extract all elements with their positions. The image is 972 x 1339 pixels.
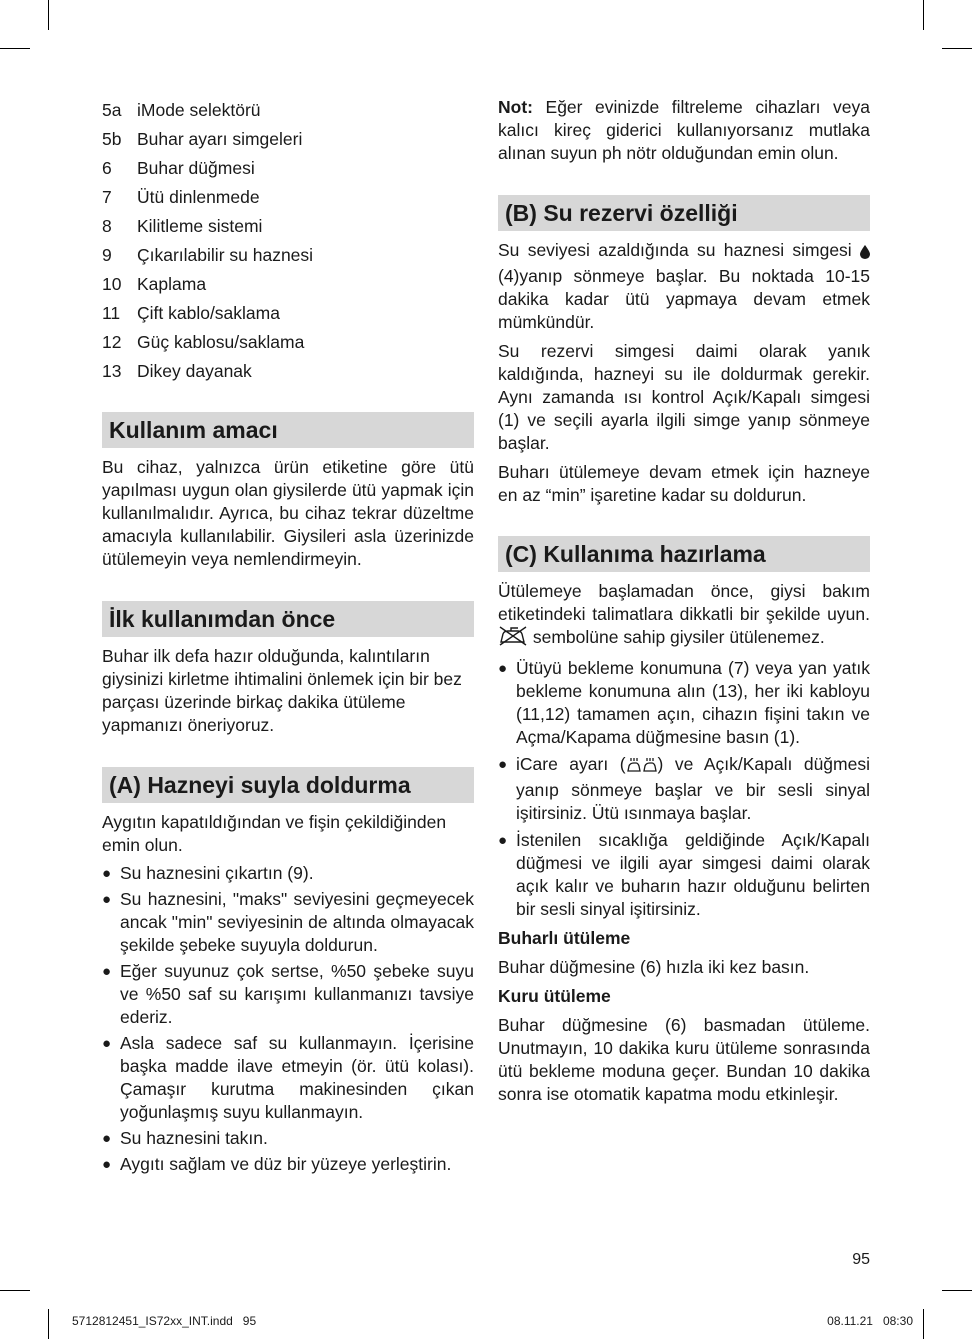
crop-mark bbox=[0, 1290, 30, 1291]
bullet-dot: ● bbox=[102, 1130, 112, 1147]
section-a-bullets bbox=[102, 862, 474, 1176]
parts-list-item bbox=[102, 357, 474, 386]
section-a-bullet-text: Eğer suyunuz çok sertse, %50 şebeke suyu ve %50 saf su karışımı kullanmanızı tavsiye ederiz. bbox=[120, 961, 474, 1027]
crop-mark bbox=[48, 1309, 49, 1339]
section-a-bullet bbox=[102, 862, 474, 885]
bullet-dot: ● bbox=[102, 891, 112, 908]
section-c-bullet-1: Ütüyü bekleme konumuna (7) veya yan yatık bekleme konumuna alın (13), her iki kabloyu (11,12) tamamen açın, cihazın fişini takın ve Açma/Kapama düğmesine basın (1). bbox=[516, 658, 870, 747]
parts-list-number: 9 bbox=[102, 245, 112, 265]
parts-list-item bbox=[102, 212, 474, 241]
buharli-utuleme-heading: Buharlı ütüleme bbox=[498, 928, 631, 948]
section-c-bullet-2-after: ) ve Açık/Kapalı düğmesi yanıp sönmeye başlar ve bir sesli sinyal işitirsiniz. Ütü ısınmaya başlar. bbox=[516, 754, 870, 823]
parts-list-label: Çift kablo/saklama bbox=[137, 303, 280, 323]
parts-list-label: Dikey dayanak bbox=[137, 361, 252, 381]
parts-list-number: 11 bbox=[102, 303, 121, 323]
crop-mark bbox=[923, 1309, 924, 1339]
section-b-p1-before: Su seviyesi azaldığında su haznesi simgesi bbox=[498, 240, 852, 260]
section-a-bullet-text: Aygıtı sağlam ve düz bir yüzeye yerleştirin. bbox=[120, 1154, 452, 1174]
parts-list-item bbox=[102, 96, 474, 125]
section-a-bullet bbox=[102, 888, 474, 957]
parts-list-label: Ütü dinlenmede bbox=[137, 187, 260, 207]
steam-icon bbox=[626, 756, 658, 779]
parts-list-item bbox=[102, 328, 474, 357]
section-b-p1 bbox=[498, 239, 870, 334]
section-b-p1-after: (4)yanıp sönmeye başlar. Bu noktada 10-15 dakika kadar ütü yapmaya devam etmek mümkündür. bbox=[498, 266, 870, 332]
section-c-intro-after: sembolüne sahip giysiler ütülenemez. bbox=[532, 627, 825, 647]
do-not-iron-icon bbox=[498, 626, 528, 652]
section-a-bullet bbox=[102, 960, 474, 1029]
parts-list-number: 6 bbox=[102, 158, 112, 178]
kullanim-amaci-text: Bu cihaz, yalnızca ürün etiketine göre ütü yapılması uygun olan giysilerde ütü yapmak için kullanılmalıdır. Ayrıca, bu cihaz tekrar düzeltme amacıyla kullanılabilir. Giysileri asla üzerinizde ütülemeyin veya nemlendirmeyin. bbox=[102, 457, 474, 569]
crop-mark bbox=[48, 0, 49, 30]
section-heading-ilk-kullanim: İlk kullanımdan önce bbox=[102, 601, 474, 637]
parts-list-label: Güç kablosu/saklama bbox=[137, 332, 305, 352]
crop-mark bbox=[942, 1290, 972, 1291]
section-a-bullet bbox=[102, 1032, 474, 1124]
ilk-kullanim-text: Buhar ilk defa hazır olduğunda, kalıntıların giysinizi kirletme ihtimalini önlemek için bir bez parçası üzerinde birkaç dakika ütüleme yapmanızı öneriyoruz. bbox=[102, 646, 462, 735]
parts-list bbox=[102, 96, 474, 386]
section-a-bullet-text: Su haznesini çıkartın (9). bbox=[120, 863, 314, 883]
parts-list-item bbox=[102, 299, 474, 328]
crop-mark bbox=[942, 48, 972, 49]
section-a-bullet-text: Asla sadece saf su kullanmayın. İçerisine başka madde ilave etmeyin (ör. ütü kolası). Çamaşır kurutma makinesinden çıkan yoğunlaşmış suyu kullanmayın. bbox=[120, 1033, 474, 1122]
parts-list-label: Kilitleme sistemi bbox=[137, 216, 263, 236]
kuru-utuleme-text: Buhar düğmesine (6) basmadan ütüleme. Unutmayın, 10 dakika kuru ütüleme sonrasında ütü bekleme moduna geçer. Bundan 10 dakika sonra ise otomatik kapatma modu etkinleşir. bbox=[498, 1015, 870, 1104]
section-heading-c: (C) Kullanıma hazırlama bbox=[498, 536, 870, 572]
parts-list-number: 8 bbox=[102, 216, 112, 236]
parts-list-item bbox=[102, 154, 474, 183]
parts-list-item bbox=[102, 183, 474, 212]
note-label: Not: bbox=[498, 97, 533, 117]
note-text: Eğer evinizde filtreleme cihazları veya kalıcı kireç giderici kullanıyorsanız mutlaka alınan suyun ph nötr olduğundan emin olun. bbox=[498, 97, 870, 163]
section-c-intro bbox=[498, 580, 870, 652]
bullet-dot: ● bbox=[498, 756, 508, 773]
parts-list-label: Buhar ayarı simgeleri bbox=[137, 129, 303, 149]
section-a-bullet-text: Su haznesini, "maks" seviyesini geçmeyecek ancak "min" seviyesinin de altında olmayacak şekilde şebeke suyuyla doldurun. bbox=[120, 889, 474, 955]
section-c-bullet-3: İstenilen sıcaklığa geldiğinde Açık/Kapalı düğmesi ve ilgili ayar simgesi daimi olarak açık kalır ve buharın hazır olduğunu belirten bir sesli sinyal işitirsiniz. bbox=[516, 830, 870, 919]
right-column bbox=[498, 96, 870, 1106]
crop-mark bbox=[0, 48, 30, 49]
parts-list-label: Çıkarılabilir su haznesi bbox=[137, 245, 314, 265]
parts-list-item bbox=[102, 125, 474, 154]
parts-list-number: 12 bbox=[102, 332, 122, 352]
bullet-dot: ● bbox=[498, 660, 508, 677]
section-c-bullet-2-before: iCare ayarı ( bbox=[516, 754, 626, 774]
kuru-utuleme-heading: Kuru ütüleme bbox=[498, 986, 611, 1006]
parts-list-number: 13 bbox=[102, 361, 122, 381]
left-column bbox=[102, 96, 474, 1179]
parts-list-label: Kaplama bbox=[137, 274, 207, 294]
section-c-bullet bbox=[498, 657, 870, 749]
section-a-bullet-text: Su haznesini takın. bbox=[120, 1128, 268, 1148]
section-c-bullet bbox=[498, 753, 870, 825]
parts-list-item bbox=[102, 241, 474, 270]
note-paragraph bbox=[498, 96, 870, 165]
bullet-dot: ● bbox=[102, 963, 112, 980]
parts-list-number: 5a bbox=[102, 100, 122, 120]
parts-list-label: iMode selektörü bbox=[137, 100, 261, 120]
section-c-bullet-2 bbox=[516, 753, 870, 825]
bullet-dot: ● bbox=[498, 832, 508, 849]
section-a-bullet bbox=[102, 1127, 474, 1150]
parts-list-item bbox=[102, 270, 474, 299]
section-c-bullet bbox=[498, 829, 870, 921]
bullet-dot: ● bbox=[102, 865, 112, 882]
section-a-bullet bbox=[102, 1153, 474, 1176]
parts-list-number: 7 bbox=[102, 187, 112, 207]
section-heading-b: (B) Su rezervi özelliği bbox=[498, 195, 870, 231]
section-heading-kullanim-amaci: Kullanım amacı bbox=[102, 412, 474, 448]
bullet-dot: ● bbox=[102, 1035, 112, 1052]
section-a-intro: Aygıtın kapatıldığından ve fişin çekildiğinden emin olun. bbox=[102, 812, 447, 855]
parts-list-number: 5b bbox=[102, 129, 122, 149]
water-drop-icon bbox=[860, 242, 870, 265]
page-number: 95 bbox=[852, 1251, 870, 1268]
section-b-p2: Su rezervi simgesi daimi olarak yanık kaldığında, hazneyi su ile doldurmak gerekir. Aynı zamanda ısı kontrol Açık/Kapalı simgesi (1) ve seçili ayarla ilgili simge yanıp sönmeye başlar. bbox=[498, 341, 870, 453]
buharli-utuleme-text: Buhar düğmesine (6) hızla iki kez basın. bbox=[498, 957, 810, 977]
parts-list-label: Buhar düğmesi bbox=[137, 158, 255, 178]
bullet-dot: ● bbox=[102, 1156, 112, 1173]
footer-file-info: 5712812451_IS72xx_INT.indd 95 bbox=[72, 1314, 257, 1328]
section-c-intro-before: Ütülemeye başlamadan önce, giysi bakım etiketindeki talimatlara dikkatli bir şekilde uyun. bbox=[498, 581, 870, 624]
crop-mark bbox=[923, 0, 924, 30]
footer-date: 08.11.21 08:30 bbox=[827, 1314, 913, 1328]
section-heading-a: (A) Hazneyi suyla doldurma bbox=[102, 767, 474, 803]
section-b-p3: Buharı ütülemeye devam etmek için hazneye en az “min” işaretine kadar su doldurun. bbox=[498, 462, 870, 505]
parts-list-number: 10 bbox=[102, 274, 122, 294]
